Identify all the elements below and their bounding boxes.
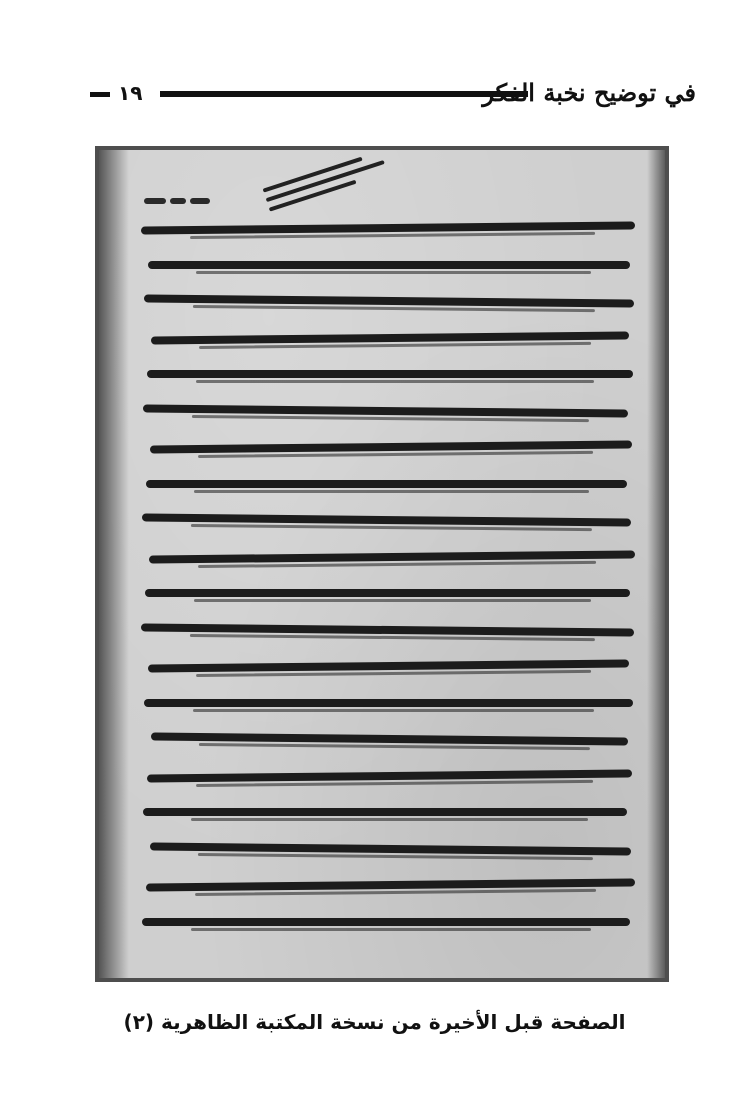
- handwriting-line: [147, 769, 632, 782]
- handwritten-text-block: [99, 150, 665, 978]
- figure-caption: الصفحة قبل الأخيرة من نسخة المكتبة الظاهرية (٢): [123, 1010, 626, 1034]
- running-title: في توضيح نخبة الفكر: [482, 78, 696, 107]
- handwriting-line: [150, 440, 632, 453]
- handwriting-line: [142, 918, 630, 926]
- header-rule: [160, 91, 528, 97]
- manuscript-image: [95, 146, 669, 982]
- manuscript-paper: [99, 150, 665, 978]
- handwriting-line: [146, 480, 627, 488]
- handwriting-line: [151, 733, 628, 746]
- header-dash: [90, 92, 110, 97]
- handwriting-line: [143, 808, 627, 816]
- page-number: ١٩: [118, 81, 143, 105]
- handwriting-line: [149, 550, 635, 563]
- handwriting-line: [151, 331, 629, 344]
- handwriting-line: [147, 370, 633, 378]
- handwriting-line: [144, 294, 634, 307]
- handwriting-line: [148, 261, 630, 269]
- handwriting-line: [142, 513, 631, 526]
- handwriting-line: [141, 221, 635, 234]
- handwriting-line: [144, 699, 633, 707]
- handwriting-line: [150, 842, 631, 855]
- handwriting-line: [146, 878, 635, 891]
- handwriting-line: [148, 659, 629, 672]
- handwriting-line: [145, 589, 630, 597]
- handwriting-line: [141, 623, 634, 636]
- page-header: [90, 78, 696, 114]
- handwriting-line: [143, 404, 628, 417]
